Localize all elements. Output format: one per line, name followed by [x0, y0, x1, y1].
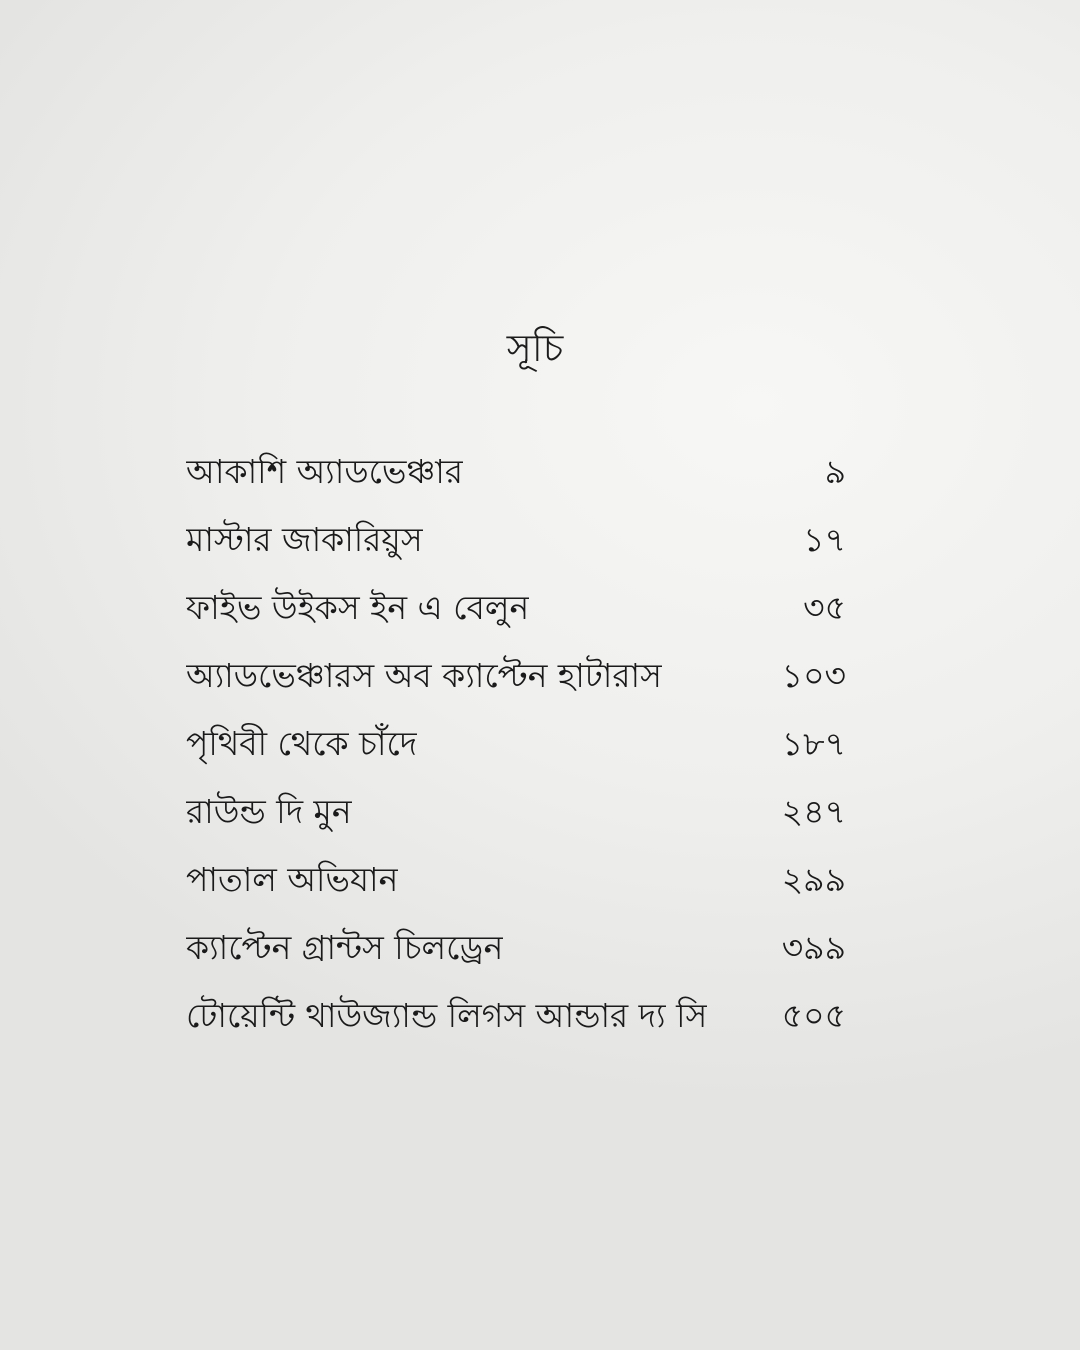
toc-entry-page: ৯ [824, 452, 846, 491]
toc-entry [186, 438, 846, 506]
toc-entry-page: ৩৯৯ [781, 928, 846, 967]
toc-entry-page: ১৮৭ [781, 724, 846, 763]
toc-entry [186, 846, 846, 914]
bleed-through-shadow [590, 372, 790, 432]
toc-entry-title: ফাইভ উইকস ইন এ বেলুন [186, 588, 530, 627]
toc-entry-title: আকাশি অ্যাডভেঞ্চার [186, 452, 464, 491]
table-of-contents [186, 438, 846, 1050]
toc-entry [186, 506, 846, 574]
toc-entry [186, 574, 846, 642]
toc-entry [186, 710, 846, 778]
toc-entry-page: ৩৫ [803, 588, 846, 627]
toc-entry [186, 778, 846, 846]
toc-entry-title: মাস্টার জাকারিয়ুস [186, 520, 423, 559]
toc-entry-page: ৫০৫ [781, 996, 846, 1035]
toc-entry [186, 982, 846, 1050]
toc-entry [186, 914, 846, 982]
toc-entry-title: অ্যাডভেঞ্চারস অব ক্যাপ্টেন হাটারাস [186, 656, 662, 695]
toc-entry-title: পাতাল অভিযান [186, 860, 399, 899]
toc-entry-page: ২৯৯ [781, 860, 846, 899]
toc-entry-page: ২৪৭ [781, 792, 846, 831]
toc-entry-title: টোয়েন্টি থাউজ্যান্ড লিগস আন্ডার দ্য সি [186, 996, 708, 1035]
toc-entry [186, 642, 846, 710]
toc-entry-page: ১০৩ [781, 656, 846, 695]
toc-entry-title: পৃথিবী থেকে চাঁদে [186, 724, 418, 763]
toc-entry-page: ১৭ [803, 520, 846, 559]
toc-entry-title: ক্যাপ্টেন গ্রান্টস চিলড্রেন [186, 928, 504, 967]
page-title: সূচি [506, 326, 564, 370]
toc-entry-title: রাউন্ড দি মুন [186, 792, 352, 831]
